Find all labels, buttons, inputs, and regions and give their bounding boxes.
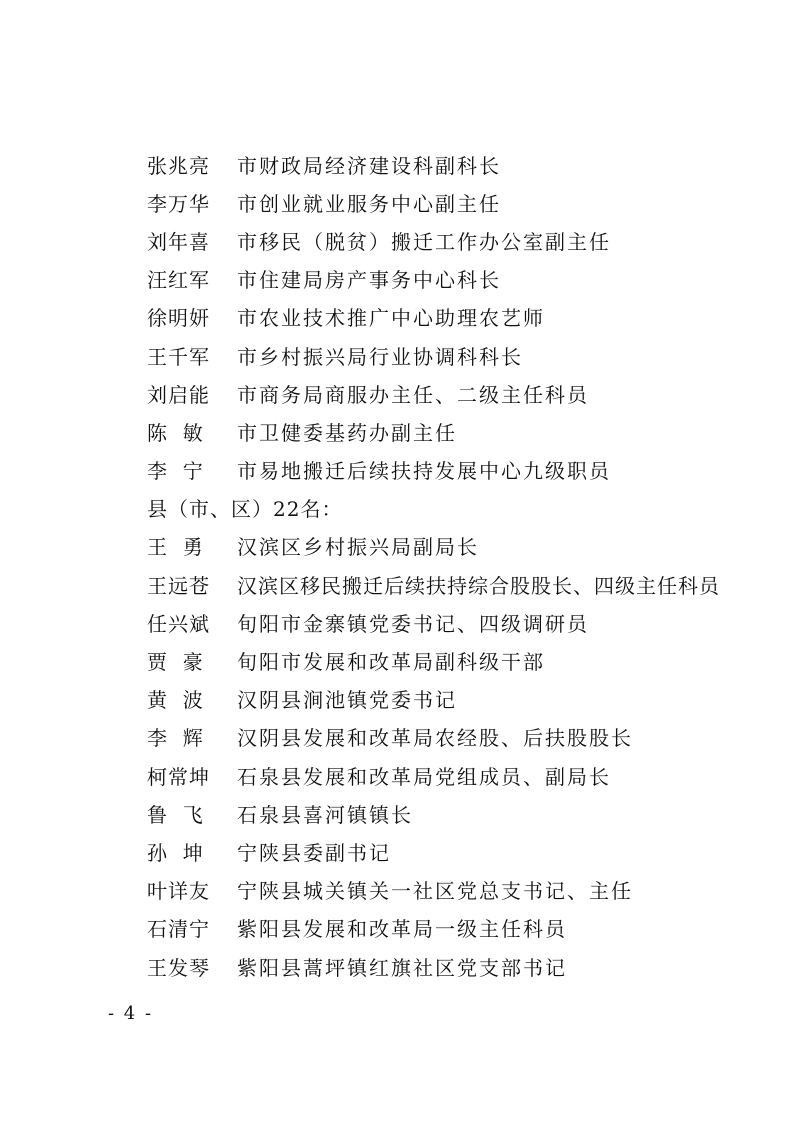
person-title: 宁陕县委副书记 [237, 840, 391, 865]
person-name: 刘年喜 [147, 229, 210, 254]
list-item [147, 183, 747, 221]
section-heading-row [147, 489, 747, 527]
list-item [147, 756, 747, 794]
person-name: 王发琴 [147, 955, 210, 980]
section-heading: 县（市、区）22名： [147, 497, 343, 522]
person-title: 市农业技术推广中心助理农艺师 [237, 306, 545, 331]
person-name: 李万华 [147, 191, 210, 216]
person-title: 汉阴县发展和改革局农经股、后扶股股长 [237, 726, 633, 751]
page-number: - 4 - [108, 1003, 154, 1024]
person-title: 汉滨区移民搬迁后续扶持综合股股长、四级主任科员 [237, 573, 720, 598]
list-item [147, 565, 747, 603]
person-title: 市财政局经济建设科副科长 [237, 153, 501, 178]
person-name: 刘启能 [147, 382, 210, 407]
list-item [147, 260, 747, 298]
person-name: 王 勇 [147, 535, 204, 560]
person-title: 市移民（脱贫）搬迁工作办公室副主任 [237, 229, 611, 254]
person-name: 张兆亮 [147, 153, 210, 178]
person-name: 贾 豪 [147, 650, 204, 675]
person-title: 紫阳县发展和改革局一级主任科员 [237, 917, 567, 942]
person-name: 任兴斌 [147, 611, 210, 636]
person-title: 宁陕县城关镇关一社区党总支书记、主任 [237, 879, 633, 904]
person-name: 徐明妍 [147, 306, 210, 331]
list-item [147, 909, 747, 947]
person-title: 汉滨区乡村振兴局副局长 [237, 535, 479, 560]
list-item [147, 527, 747, 565]
person-title: 汉阴县涧池镇党委书记 [237, 688, 457, 713]
person-name: 李 宁 [147, 459, 204, 484]
list-item [147, 145, 747, 183]
person-name: 王千军 [147, 344, 210, 369]
person-title: 石泉县发展和改革局党组成员、副局长 [237, 764, 611, 789]
list-item [147, 336, 747, 374]
person-name: 叶详友 [147, 879, 210, 904]
person-name: 陈 敏 [147, 420, 204, 445]
person-name: 鲁 飞 [147, 802, 204, 827]
person-title: 市商务局商服办主任、二级主任科员 [237, 382, 589, 407]
person-name: 王远苍 [147, 573, 210, 598]
list-item [147, 871, 747, 909]
person-title: 市易地搬迁后续扶持发展中心九级职员 [237, 459, 611, 484]
personnel-list [147, 145, 747, 985]
list-item [147, 832, 747, 870]
list-item [147, 794, 747, 832]
person-title: 市创业就业服务中心副主任 [237, 191, 501, 216]
list-item [147, 374, 747, 412]
list-item [147, 718, 747, 756]
person-name: 黄 波 [147, 688, 204, 713]
list-item [147, 451, 747, 489]
person-name: 柯常坤 [147, 764, 210, 789]
person-title: 旬阳市发展和改革局副科级干部 [237, 650, 545, 675]
person-name: 李 辉 [147, 726, 204, 751]
person-title: 旬阳市金寨镇党委书记、四级调研员 [237, 611, 589, 636]
person-title: 市住建局房产事务中心科长 [237, 268, 501, 293]
person-name: 汪红军 [147, 268, 210, 293]
person-name: 石清宁 [147, 917, 210, 942]
list-item [147, 221, 747, 259]
list-item [147, 412, 747, 450]
person-name: 孙 坤 [147, 840, 204, 865]
list-item [147, 680, 747, 718]
person-title: 市卫健委基药办副主任 [237, 420, 457, 445]
person-title: 石泉县喜河镇镇长 [237, 802, 413, 827]
list-item [147, 603, 747, 641]
person-title: 市乡村振兴局行业协调科科长 [237, 344, 523, 369]
list-item [147, 298, 747, 336]
list-item [147, 947, 747, 985]
list-item [147, 641, 747, 679]
person-title: 紫阳县蒿坪镇红旗社区党支部书记 [237, 955, 567, 980]
